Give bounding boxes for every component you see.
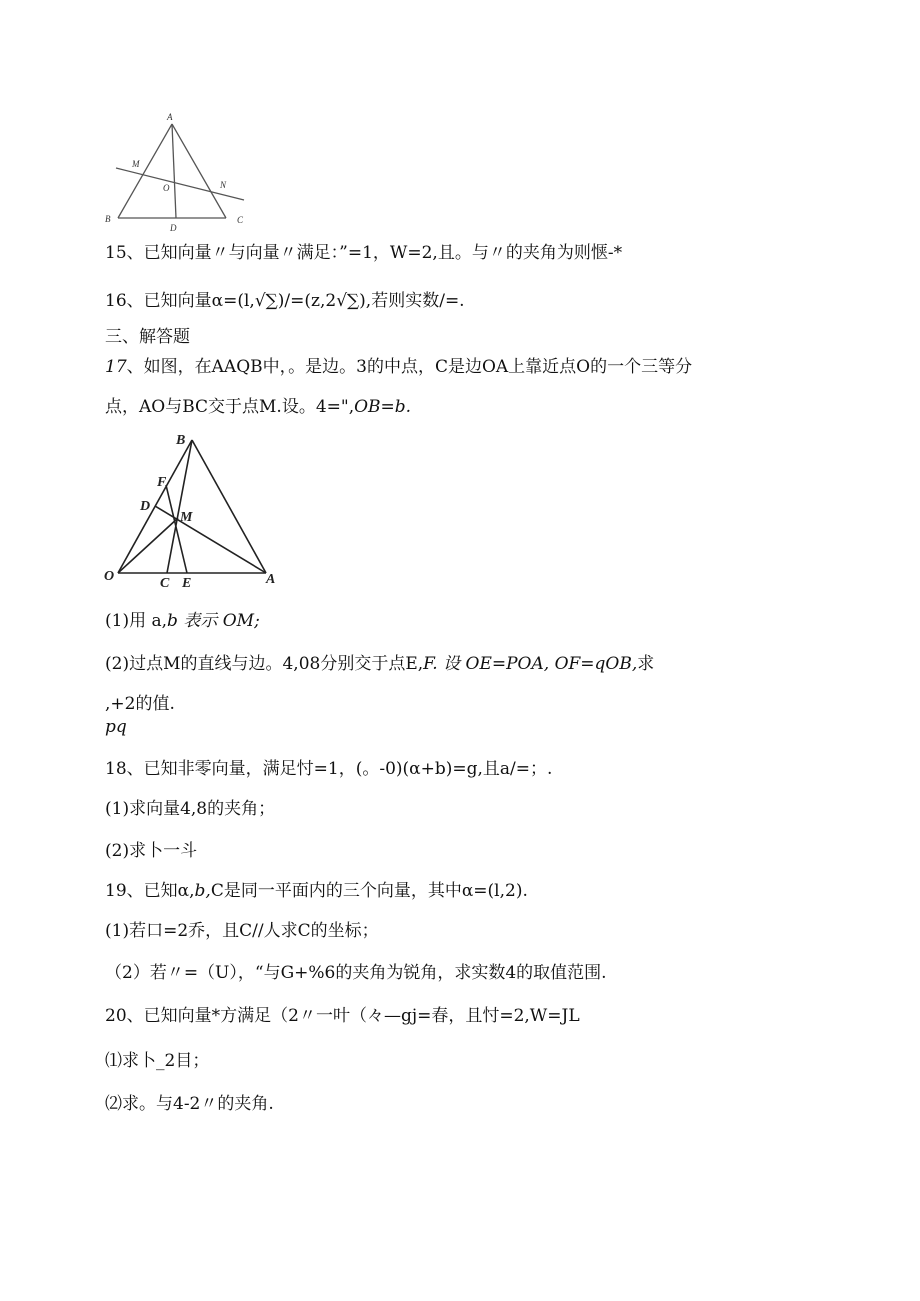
question-17-part-1-text: (1)用 a, bbox=[105, 611, 168, 631]
question-19-text-c: C是同一平面内的三个向量，其中α=(l,2). bbox=[210, 881, 528, 901]
question-19-part-1: (1)若口=2乔，且C//人求C的坐标； bbox=[105, 921, 379, 941]
label-n: N bbox=[220, 180, 227, 190]
median-ad bbox=[172, 124, 176, 218]
label-m: M bbox=[132, 159, 140, 169]
section-title: 三、解答题 bbox=[105, 327, 190, 347]
edge-ac bbox=[172, 124, 226, 218]
question-17-text-2-italic: OB=b. bbox=[354, 397, 412, 417]
question-17-line-1 bbox=[105, 356, 692, 378]
question-18-part-1: (1)求向量4,8的夹角； bbox=[105, 799, 276, 819]
label-o: O bbox=[104, 569, 115, 584]
question-17-part-2-italic: F. 设 OE=POA, OF=qOB, bbox=[423, 654, 638, 674]
label-e: E bbox=[182, 576, 192, 591]
label-c: C bbox=[160, 576, 170, 591]
label-a: A bbox=[167, 112, 173, 122]
triangle-figure-2 bbox=[100, 430, 285, 592]
question-17-part-2-end: 求 bbox=[637, 654, 655, 674]
question-19 bbox=[105, 880, 528, 902]
question-18: 18、已知非零向量，满足忖=1，(。-0)(α+b)=g,且a/=；. bbox=[105, 759, 553, 779]
question-17-text-1: 、如图，在AAQB中，。是边。3的中点，C是边OA上靠近点O的一个三等分 bbox=[126, 357, 693, 377]
label-c: C bbox=[237, 215, 244, 225]
question-17-part-2-text: (2)过点M的直线与边。4,08分别交于点E, bbox=[105, 654, 424, 674]
question-20-part-1: ⑴求卜_2目； bbox=[105, 1051, 210, 1071]
question-20: 20、已知向量*方满足（2〃一叶（々—gj=春，且忖=2,W=JL bbox=[105, 1006, 580, 1026]
question-17-pq: pq bbox=[105, 717, 127, 737]
question-17-part-1 bbox=[105, 610, 260, 632]
question-17-line-2 bbox=[105, 396, 411, 418]
question-17-text-2: 点，AO与BC交于点M.设。4=", bbox=[105, 397, 355, 417]
label-d: D bbox=[170, 223, 177, 233]
label-f: F bbox=[157, 475, 167, 490]
label-d: D bbox=[140, 499, 151, 514]
question-17-part-2-cont: ,+2的值. bbox=[105, 694, 175, 714]
triangle-figure-1 bbox=[100, 108, 260, 236]
question-19-part-2: （2）若〃=（U），“与G+%6的夹角为锐角，求实数4的取值范围. bbox=[105, 963, 607, 983]
label-a: A bbox=[266, 572, 276, 587]
question-17-number: 17 bbox=[105, 357, 127, 377]
question-19-text-a: 19、已知α, bbox=[105, 881, 195, 901]
question-15: 15、已知向量〃与向量〃满足：”=1，W=2,且。与〃的夹角为则惬-* bbox=[105, 243, 623, 263]
question-17-part-2 bbox=[105, 653, 654, 675]
question-17-part-1-italic: b 表示 OM; bbox=[167, 611, 260, 631]
label-b: B bbox=[105, 214, 111, 224]
segment-ad bbox=[155, 506, 266, 573]
label-m: M bbox=[180, 510, 193, 525]
edge-ba bbox=[192, 440, 266, 573]
label-o: O bbox=[163, 183, 170, 193]
label-b: B bbox=[176, 433, 186, 448]
question-20-part-2: ⑵求。与4-2〃的夹角. bbox=[105, 1094, 274, 1114]
question-16: 16、已知向量α=(l,√∑)/=(z,2√∑),若则实数/=. bbox=[105, 291, 465, 311]
question-19-text-b: b, bbox=[194, 881, 211, 901]
question-18-part-2: (2)求卜一斗 bbox=[105, 841, 198, 861]
